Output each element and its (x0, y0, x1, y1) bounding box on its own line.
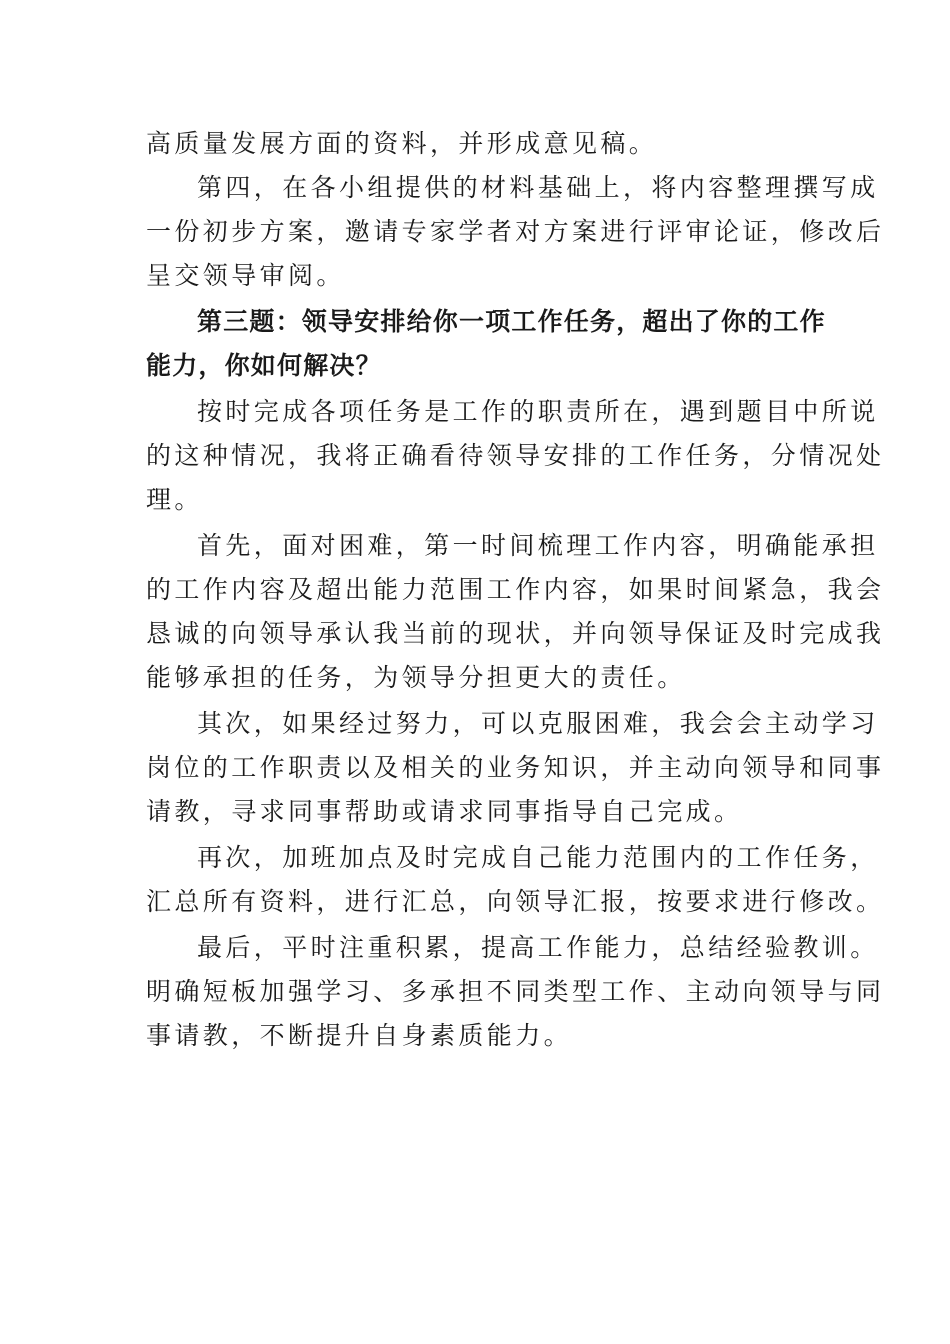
paragraph-line: 首先，面对困难，第一时间梳理工作内容，明确能承担 (197, 531, 879, 560)
paragraph-line: 最后，平时注重积累，提高工作能力，总结经验教训。 (197, 933, 879, 962)
paragraph-line: 呈交领导审阅。 (146, 261, 345, 290)
paragraph-line: 事请教，不断提升自身素质能力。 (146, 1021, 573, 1050)
paragraph-line: 理。 (146, 485, 203, 514)
paragraph-line: 高质量发展方面的资料，并形成意见稿。 (146, 129, 658, 158)
paragraph-line: 汇总所有资料，进行汇总，向领导汇报，按要求进行修改。 (146, 887, 885, 916)
paragraph-line: 的工作内容及超出能力范围工作内容，如果时间紧急，我会 (146, 575, 885, 604)
paragraph-line: 能够承担的任务，为领导分担更大的责任。 (146, 663, 686, 692)
paragraph-line: 的这种情况，我将正确看待领导安排的工作任务，分情况处 (146, 441, 885, 470)
question-heading: 第三题：领导安排给你一项工作任务，超出了你的工作 (197, 307, 826, 336)
paragraph-line: 按时完成各项任务是工作的职责所在，遇到题目中所说 (197, 397, 879, 426)
question-heading: 能力，你如何解决？ (146, 351, 382, 380)
paragraph-line: 第四，在各小组提供的材料基础上，将内容整理撰写成 (197, 173, 879, 202)
paragraph-line: 岗位的工作职责以及相关的业务知识，并主动向领导和同事 (146, 753, 885, 782)
paragraph-line: 恳诚的向领导承认我当前的现状，并向领导保证及时完成我 (146, 619, 885, 648)
paragraph-line: 其次，如果经过努力，可以克服困难，我会会主动学习 (197, 709, 879, 738)
paragraph-line: 一份初步方案，邀请专家学者对方案进行评审论证，修改后 (146, 217, 885, 246)
paragraph-line: 请教，寻求同事帮助或请求同事指导自己完成。 (146, 797, 743, 826)
paragraph-line: 再次，加班加点及时完成自己能力范围内的工作任务， (197, 843, 879, 872)
paragraph-line: 明确短板加强学习、多承担不同类型工作、主动向领导与同 (146, 977, 885, 1006)
